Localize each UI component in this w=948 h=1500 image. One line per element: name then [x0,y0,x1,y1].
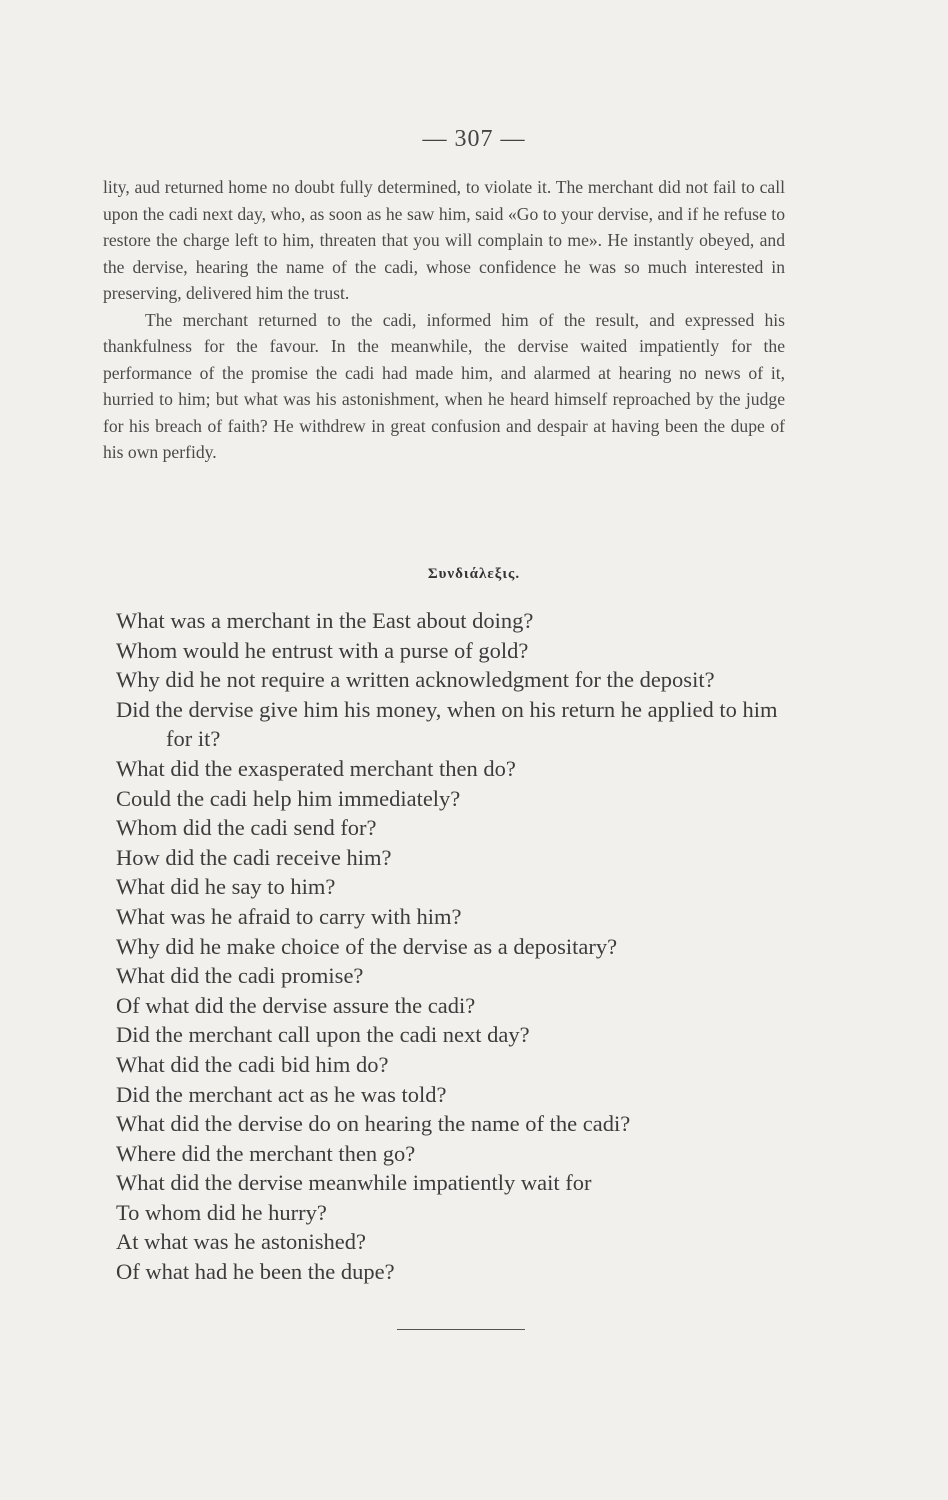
page-number: — 307 — [422,126,526,152]
question-item: Why did he not require a written acknowledgment for the deposit? [116,667,715,693]
question-item: What did the cadi bid him do? [116,1051,389,1077]
question-item: Why did he make choice of the dervise as a depositary? [116,933,618,959]
question-item: Did the dervise give him his money, when on his return he applied to him for it? [116,696,778,752]
question-item: Of what had he been the dupe? [116,1259,395,1285]
question-item: At what was he astonished? [116,1229,366,1255]
question-item: What was a merchant in the East about doing? [116,608,534,633]
story-text [103,174,785,466]
question-item: Of what did the dervise assure the cadi? [116,992,476,1018]
question-item: Did the merchant call upon the cadi next day? [116,1022,530,1048]
question-list [116,606,806,1287]
question-item: Where did the merchant then go? [116,1140,416,1166]
question-item: What did the cadi promise? [116,963,364,989]
question-item: What was he afraid to carry with him? [116,903,462,929]
question-item: To whom did he hurry? [116,1199,327,1225]
end-rule [397,1329,525,1330]
question-item: How did the cadi receive him? [116,844,392,870]
question-item: What did the dervise meanwhile impatiently wait for [116,1170,592,1196]
question-item: What did the exasperated merchant then do? [116,755,516,781]
question-item: Could the cadi help him immediately? [116,785,461,811]
section-heading: Συνδιάλεξις. [427,566,521,582]
paragraph: The merchant returned to the cadi, informed him of the result, and expressed his thankfulness for the favour. In the meanwhile, the dervise waited impatiently for the performance of the promise the cadi had made him, and alarmed at hearing no news of it, hurried to him; but what was his astonishment, when he heard himself reproached by the judge for his breach of faith? He withdrew in great confusion and despair at having been the dupe of his own perfidy. [103,309,785,462]
question-item: Did the merchant act as he was told? [116,1081,447,1107]
paragraph: lity, aud returned home no doubt fully determined, to violate it. The merchant did not fail to call upon the cadi next day, who, as soon as he saw him, said «Go to your dervise, and if he refuse to restore the charge left to him, threaten that you will complain to me». He instantly obeyed, and the dervise, hearing the name of the cadi, whose confidence he was so much interested in preserving, delivered him the trust. [103,177,785,303]
question-item: What did the dervise do on hearing the name of the cadi? [116,1111,631,1137]
question-item: Whom would he entrust with a purse of gold? [116,637,529,663]
question-item: What did he say to him? [116,874,336,900]
question-item: Whom did the cadi send for? [116,815,377,841]
